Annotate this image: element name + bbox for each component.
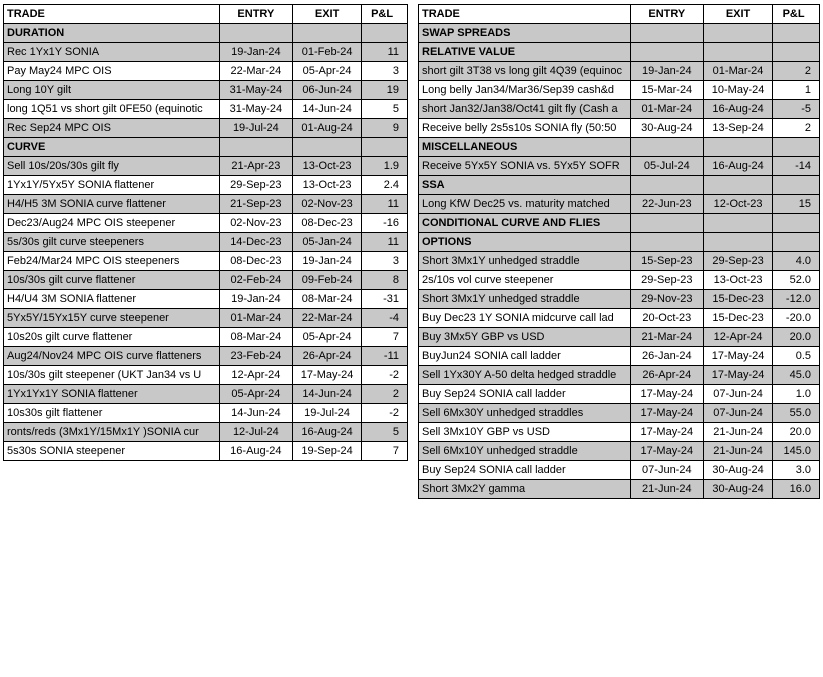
section-header-row [4,138,408,157]
section-empty-cell [703,43,772,62]
cell-pl: 5 [362,423,408,442]
section-empty-cell [773,176,820,195]
left-table-body [4,5,408,461]
cell-trade: 5s/30s gilt curve steepeners [4,233,220,252]
table-row [4,176,408,195]
cell-entry-date: 29-Sep-23 [219,176,292,195]
cell-entry-date: 17-May-24 [630,442,703,461]
table-row [419,252,820,271]
cell-entry-date: 21-Sep-23 [219,195,292,214]
column-header-pl: P&L [362,5,408,24]
cell-entry-date: 31-May-24 [219,81,292,100]
cell-trade: Short 3Mx1Y unhedged straddle [419,252,631,271]
cell-entry-date: 19-Jan-24 [219,290,292,309]
column-header-exit: EXIT [293,5,362,24]
column-header-pl: P&L [773,5,820,24]
section-header-row [419,24,820,43]
cell-trade: Receive belly 2s5s10s SONIA fly (50:50 [419,119,631,138]
cell-pl: 19 [362,81,408,100]
cell-entry-date: 26-Jan-24 [630,347,703,366]
cell-pl: 15 [773,195,820,214]
table-row [419,290,820,309]
cell-exit-date: 01-Feb-24 [293,43,362,62]
cell-exit-date: 19-Sep-24 [293,442,362,461]
left-trade-table [3,4,408,461]
cell-trade: short Jan32/Jan38/Oct41 gilt fly (Cash a [419,100,631,119]
cell-trade: Long KfW Dec25 vs. maturity matched [419,195,631,214]
section-empty-cell [630,214,703,233]
table-row [4,328,408,347]
section-empty-cell [630,43,703,62]
cell-exit-date: 19-Jan-24 [293,252,362,271]
cell-trade: BuyJun24 SONIA call ladder [419,347,631,366]
table-row [4,233,408,252]
section-title: SSA [419,176,631,195]
cell-trade: Dec23/Aug24 MPC OIS steepener [4,214,220,233]
section-title: SWAP SPREADS [419,24,631,43]
cell-pl: 7 [362,328,408,347]
section-empty-cell [703,138,772,157]
cell-pl: -11 [362,347,408,366]
cell-exit-date: 05-Apr-24 [293,328,362,347]
table-row [4,119,408,138]
cell-exit-date: 19-Jul-24 [293,404,362,423]
cell-entry-date: 26-Apr-24 [630,366,703,385]
column-header-entry: ENTRY [630,5,703,24]
cell-entry-date: 20-Oct-23 [630,309,703,328]
column-header-trade: TRADE [4,5,220,24]
table-row [4,195,408,214]
cell-trade: 2s/10s vol curve steepener [419,271,631,290]
cell-trade: Pay May24 MPC OIS [4,62,220,81]
table-row [419,423,820,442]
cell-pl: 0.5 [773,347,820,366]
cell-entry-date: 17-May-24 [630,404,703,423]
cell-pl: 145.0 [773,442,820,461]
table-row [4,309,408,328]
cell-trade: Buy Sep24 SONIA call ladder [419,385,631,404]
section-empty-cell [773,43,820,62]
table-row [4,442,408,461]
section-empty-cell [703,233,772,252]
cell-exit-date: 08-Dec-23 [293,214,362,233]
table-row [419,195,820,214]
cell-pl: -5 [773,100,820,119]
section-header-row [419,43,820,62]
cell-pl: -4 [362,309,408,328]
cell-exit-date: 05-Apr-24 [293,62,362,81]
cell-exit-date: 14-Jun-24 [293,100,362,119]
cell-entry-date: 29-Sep-23 [630,271,703,290]
cell-trade: ronts/reds (3Mx1Y/15Mx1Y )SONIA cur [4,423,220,442]
cell-pl: 5 [362,100,408,119]
cell-exit-date: 12-Apr-24 [703,328,772,347]
cell-exit-date: 22-Mar-24 [293,309,362,328]
cell-entry-date: 17-May-24 [630,385,703,404]
table-row [419,385,820,404]
cell-pl: 55.0 [773,404,820,423]
cell-trade: H4/U4 3M SONIA flattener [4,290,220,309]
cell-entry-date: 07-Jun-24 [630,461,703,480]
cell-trade: 10s/30s gilt curve flattener [4,271,220,290]
table-row [419,271,820,290]
table-row [4,43,408,62]
table-row [419,480,820,499]
cell-entry-date: 01-Mar-24 [219,309,292,328]
cell-trade: 10s/30s gilt steepener (UKT Jan34 vs U [4,366,220,385]
table-row [419,328,820,347]
cell-pl: 3 [362,252,408,271]
section-header-row [419,176,820,195]
cell-exit-date: 30-Aug-24 [703,480,772,499]
cell-trade: H4/H5 3M SONIA curve flattener [4,195,220,214]
table-header-row [4,5,408,24]
cell-pl: 20.0 [773,328,820,347]
table-row [4,214,408,233]
cell-entry-date: 01-Mar-24 [630,100,703,119]
cell-exit-date: 17-May-24 [293,366,362,385]
section-empty-cell [773,138,820,157]
cell-pl: 1 [773,81,820,100]
right-trade-panel [418,4,820,499]
cell-pl: 11 [362,233,408,252]
cell-pl: 45.0 [773,366,820,385]
cell-pl: -14 [773,157,820,176]
cell-pl: -2 [362,366,408,385]
cell-entry-date: 30-Aug-24 [630,119,703,138]
table-row [419,366,820,385]
table-row [4,81,408,100]
cell-pl: 1.0 [773,385,820,404]
cell-trade: long 1Q51 vs short gilt 0FE50 (equinotic [4,100,220,119]
cell-trade: Sell 1Yx30Y A-50 delta hedged straddle [419,366,631,385]
cell-trade: 1Yx1Yx1Y SONIA flattener [4,385,220,404]
cell-pl: 9 [362,119,408,138]
cell-pl: 8 [362,271,408,290]
section-header-row [419,138,820,157]
cell-entry-date: 08-Dec-23 [219,252,292,271]
cell-exit-date: 13-Oct-23 [293,176,362,195]
table-row [419,404,820,423]
cell-entry-date: 21-Jun-24 [630,480,703,499]
section-header-row [4,24,408,43]
table-row [419,309,820,328]
cell-exit-date: 01-Aug-24 [293,119,362,138]
table-row [4,100,408,119]
cell-trade: Buy 3Mx5Y GBP vs USD [419,328,631,347]
section-empty-cell [630,176,703,195]
cell-entry-date: 02-Feb-24 [219,271,292,290]
cell-entry-date: 31-May-24 [219,100,292,119]
cell-exit-date: 08-Mar-24 [293,290,362,309]
cell-exit-date: 10-May-24 [703,81,772,100]
left-trade-panel [3,4,408,461]
cell-trade: short gilt 3T38 vs long gilt 4Q39 (equinoc [419,62,631,81]
cell-entry-date: 22-Mar-24 [219,62,292,81]
cell-pl: -31 [362,290,408,309]
cell-pl: -2 [362,404,408,423]
cell-trade: Short 3Mx2Y gamma [419,480,631,499]
section-empty-cell [219,24,292,43]
section-empty-cell [773,24,820,43]
cell-trade: Sell 6Mx10Y unhedged straddle [419,442,631,461]
cell-entry-date: 12-Apr-24 [219,366,292,385]
column-header-entry: ENTRY [219,5,292,24]
table-row [419,461,820,480]
cell-trade: Short 3Mx1Y unhedged straddle [419,290,631,309]
table-row [4,252,408,271]
table-row [4,290,408,309]
cell-exit-date: 06-Jun-24 [293,81,362,100]
cell-exit-date: 07-Jun-24 [703,404,772,423]
cell-exit-date: 07-Jun-24 [703,385,772,404]
cell-trade: 5Yx5Y/15Yx15Y curve steepener [4,309,220,328]
section-empty-cell [773,233,820,252]
section-title: MISCELLANEOUS [419,138,631,157]
cell-exit-date: 02-Nov-23 [293,195,362,214]
cell-pl: 2 [773,62,820,81]
cell-entry-date: 14-Jun-24 [219,404,292,423]
cell-exit-date: 16-Aug-24 [703,157,772,176]
section-empty-cell [293,138,362,157]
cell-exit-date: 21-Jun-24 [703,442,772,461]
table-row [4,271,408,290]
table-row [4,62,408,81]
cell-exit-date: 05-Jan-24 [293,233,362,252]
section-header-row [419,214,820,233]
table-row [4,347,408,366]
cell-exit-date: 16-Aug-24 [293,423,362,442]
cell-exit-date: 17-May-24 [703,366,772,385]
cell-trade: Sell 3Mx10Y GBP vs USD [419,423,631,442]
cell-trade: 10s30s gilt flattener [4,404,220,423]
cell-pl: 2 [362,385,408,404]
cell-pl: -12.0 [773,290,820,309]
table-row [4,157,408,176]
cell-pl: 4.0 [773,252,820,271]
cell-entry-date: 12-Jul-24 [219,423,292,442]
cell-trade: Buy Sep24 SONIA call ladder [419,461,631,480]
table-row [419,100,820,119]
cell-trade: Sell 10s/20s/30s gilt fly [4,157,220,176]
cell-entry-date: 29-Nov-23 [630,290,703,309]
section-empty-cell [703,214,772,233]
cell-exit-date: 13-Sep-24 [703,119,772,138]
section-empty-cell [630,233,703,252]
cell-entry-date: 16-Aug-24 [219,442,292,461]
cell-pl: 20.0 [773,423,820,442]
cell-exit-date: 13-Oct-23 [703,271,772,290]
section-empty-cell [362,24,408,43]
cell-pl: 3.0 [773,461,820,480]
cell-entry-date: 22-Jun-23 [630,195,703,214]
table-row [419,62,820,81]
cell-exit-date: 15-Dec-23 [703,309,772,328]
cell-exit-date: 14-Jun-24 [293,385,362,404]
table-row [419,119,820,138]
cell-entry-date: 05-Apr-24 [219,385,292,404]
cell-trade: Rec 1Yx1Y SONIA [4,43,220,62]
table-row [4,404,408,423]
cell-entry-date: 08-Mar-24 [219,328,292,347]
section-empty-cell [362,138,408,157]
cell-pl: 16.0 [773,480,820,499]
cell-pl: 1.9 [362,157,408,176]
table-row [419,81,820,100]
cell-exit-date: 09-Feb-24 [293,271,362,290]
cell-trade: Long belly Jan34/Mar36/Sep39 cash&d [419,81,631,100]
cell-exit-date: 12-Oct-23 [703,195,772,214]
cell-entry-date: 19-Jul-24 [219,119,292,138]
section-empty-cell [219,138,292,157]
right-table-body [419,5,820,499]
section-title: CONDITIONAL CURVE AND FLIES [419,214,631,233]
cell-entry-date: 19-Jan-24 [630,62,703,81]
cell-entry-date: 23-Feb-24 [219,347,292,366]
cell-trade: Buy Dec23 1Y SONIA midcurve call lad [419,309,631,328]
cell-entry-date: 15-Sep-23 [630,252,703,271]
section-empty-cell [703,176,772,195]
cell-pl: 52.0 [773,271,820,290]
column-header-exit: EXIT [703,5,772,24]
table-row [419,347,820,366]
cell-pl: -20.0 [773,309,820,328]
section-title: CURVE [4,138,220,157]
cell-exit-date: 01-Mar-24 [703,62,772,81]
cell-exit-date: 16-Aug-24 [703,100,772,119]
cell-entry-date: 17-May-24 [630,423,703,442]
cell-exit-date: 26-Apr-24 [293,347,362,366]
section-title: DURATION [4,24,220,43]
table-row [4,385,408,404]
cell-entry-date: 05-Jul-24 [630,157,703,176]
cell-exit-date: 15-Dec-23 [703,290,772,309]
section-empty-cell [703,24,772,43]
section-empty-cell [293,24,362,43]
cell-entry-date: 14-Dec-23 [219,233,292,252]
cell-trade: Sell 6Mx30Y unhedged straddles [419,404,631,423]
section-title: OPTIONS [419,233,631,252]
cell-pl: -16 [362,214,408,233]
section-title: RELATIVE VALUE [419,43,631,62]
cell-trade: Rec Sep24 MPC OIS [4,119,220,138]
cell-entry-date: 02-Nov-23 [219,214,292,233]
cell-trade: Receive 5Yx5Y SONIA vs. 5Yx5Y SOFR [419,157,631,176]
cell-trade: Feb24/Mar24 MPC OIS steepeners [4,252,220,271]
cell-entry-date: 19-Jan-24 [219,43,292,62]
right-trade-table [418,4,820,499]
cell-trade: 1Yx1Y/5Yx5Y SONIA flattener [4,176,220,195]
cell-pl: 11 [362,43,408,62]
cell-exit-date: 29-Sep-23 [703,252,772,271]
cell-trade: Long 10Y gilt [4,81,220,100]
section-header-row [419,233,820,252]
section-empty-cell [773,214,820,233]
table-row [419,157,820,176]
cell-exit-date: 30-Aug-24 [703,461,772,480]
cell-entry-date: 21-Apr-23 [219,157,292,176]
cell-exit-date: 13-Oct-23 [293,157,362,176]
table-row [4,366,408,385]
cell-pl: 2.4 [362,176,408,195]
table-row [419,442,820,461]
cell-pl: 7 [362,442,408,461]
section-empty-cell [630,138,703,157]
table-row [4,423,408,442]
cell-entry-date: 21-Mar-24 [630,328,703,347]
cell-exit-date: 17-May-24 [703,347,772,366]
cell-trade: Aug24/Nov24 MPC OIS curve flatteners [4,347,220,366]
cell-trade: 10s20s gilt curve flattener [4,328,220,347]
table-header-row [419,5,820,24]
cell-pl: 3 [362,62,408,81]
cell-trade: 5s30s SONIA steepener [4,442,220,461]
cell-exit-date: 21-Jun-24 [703,423,772,442]
cell-pl: 2 [773,119,820,138]
section-empty-cell [630,24,703,43]
cell-entry-date: 15-Mar-24 [630,81,703,100]
cell-pl: 11 [362,195,408,214]
column-header-trade: TRADE [419,5,631,24]
